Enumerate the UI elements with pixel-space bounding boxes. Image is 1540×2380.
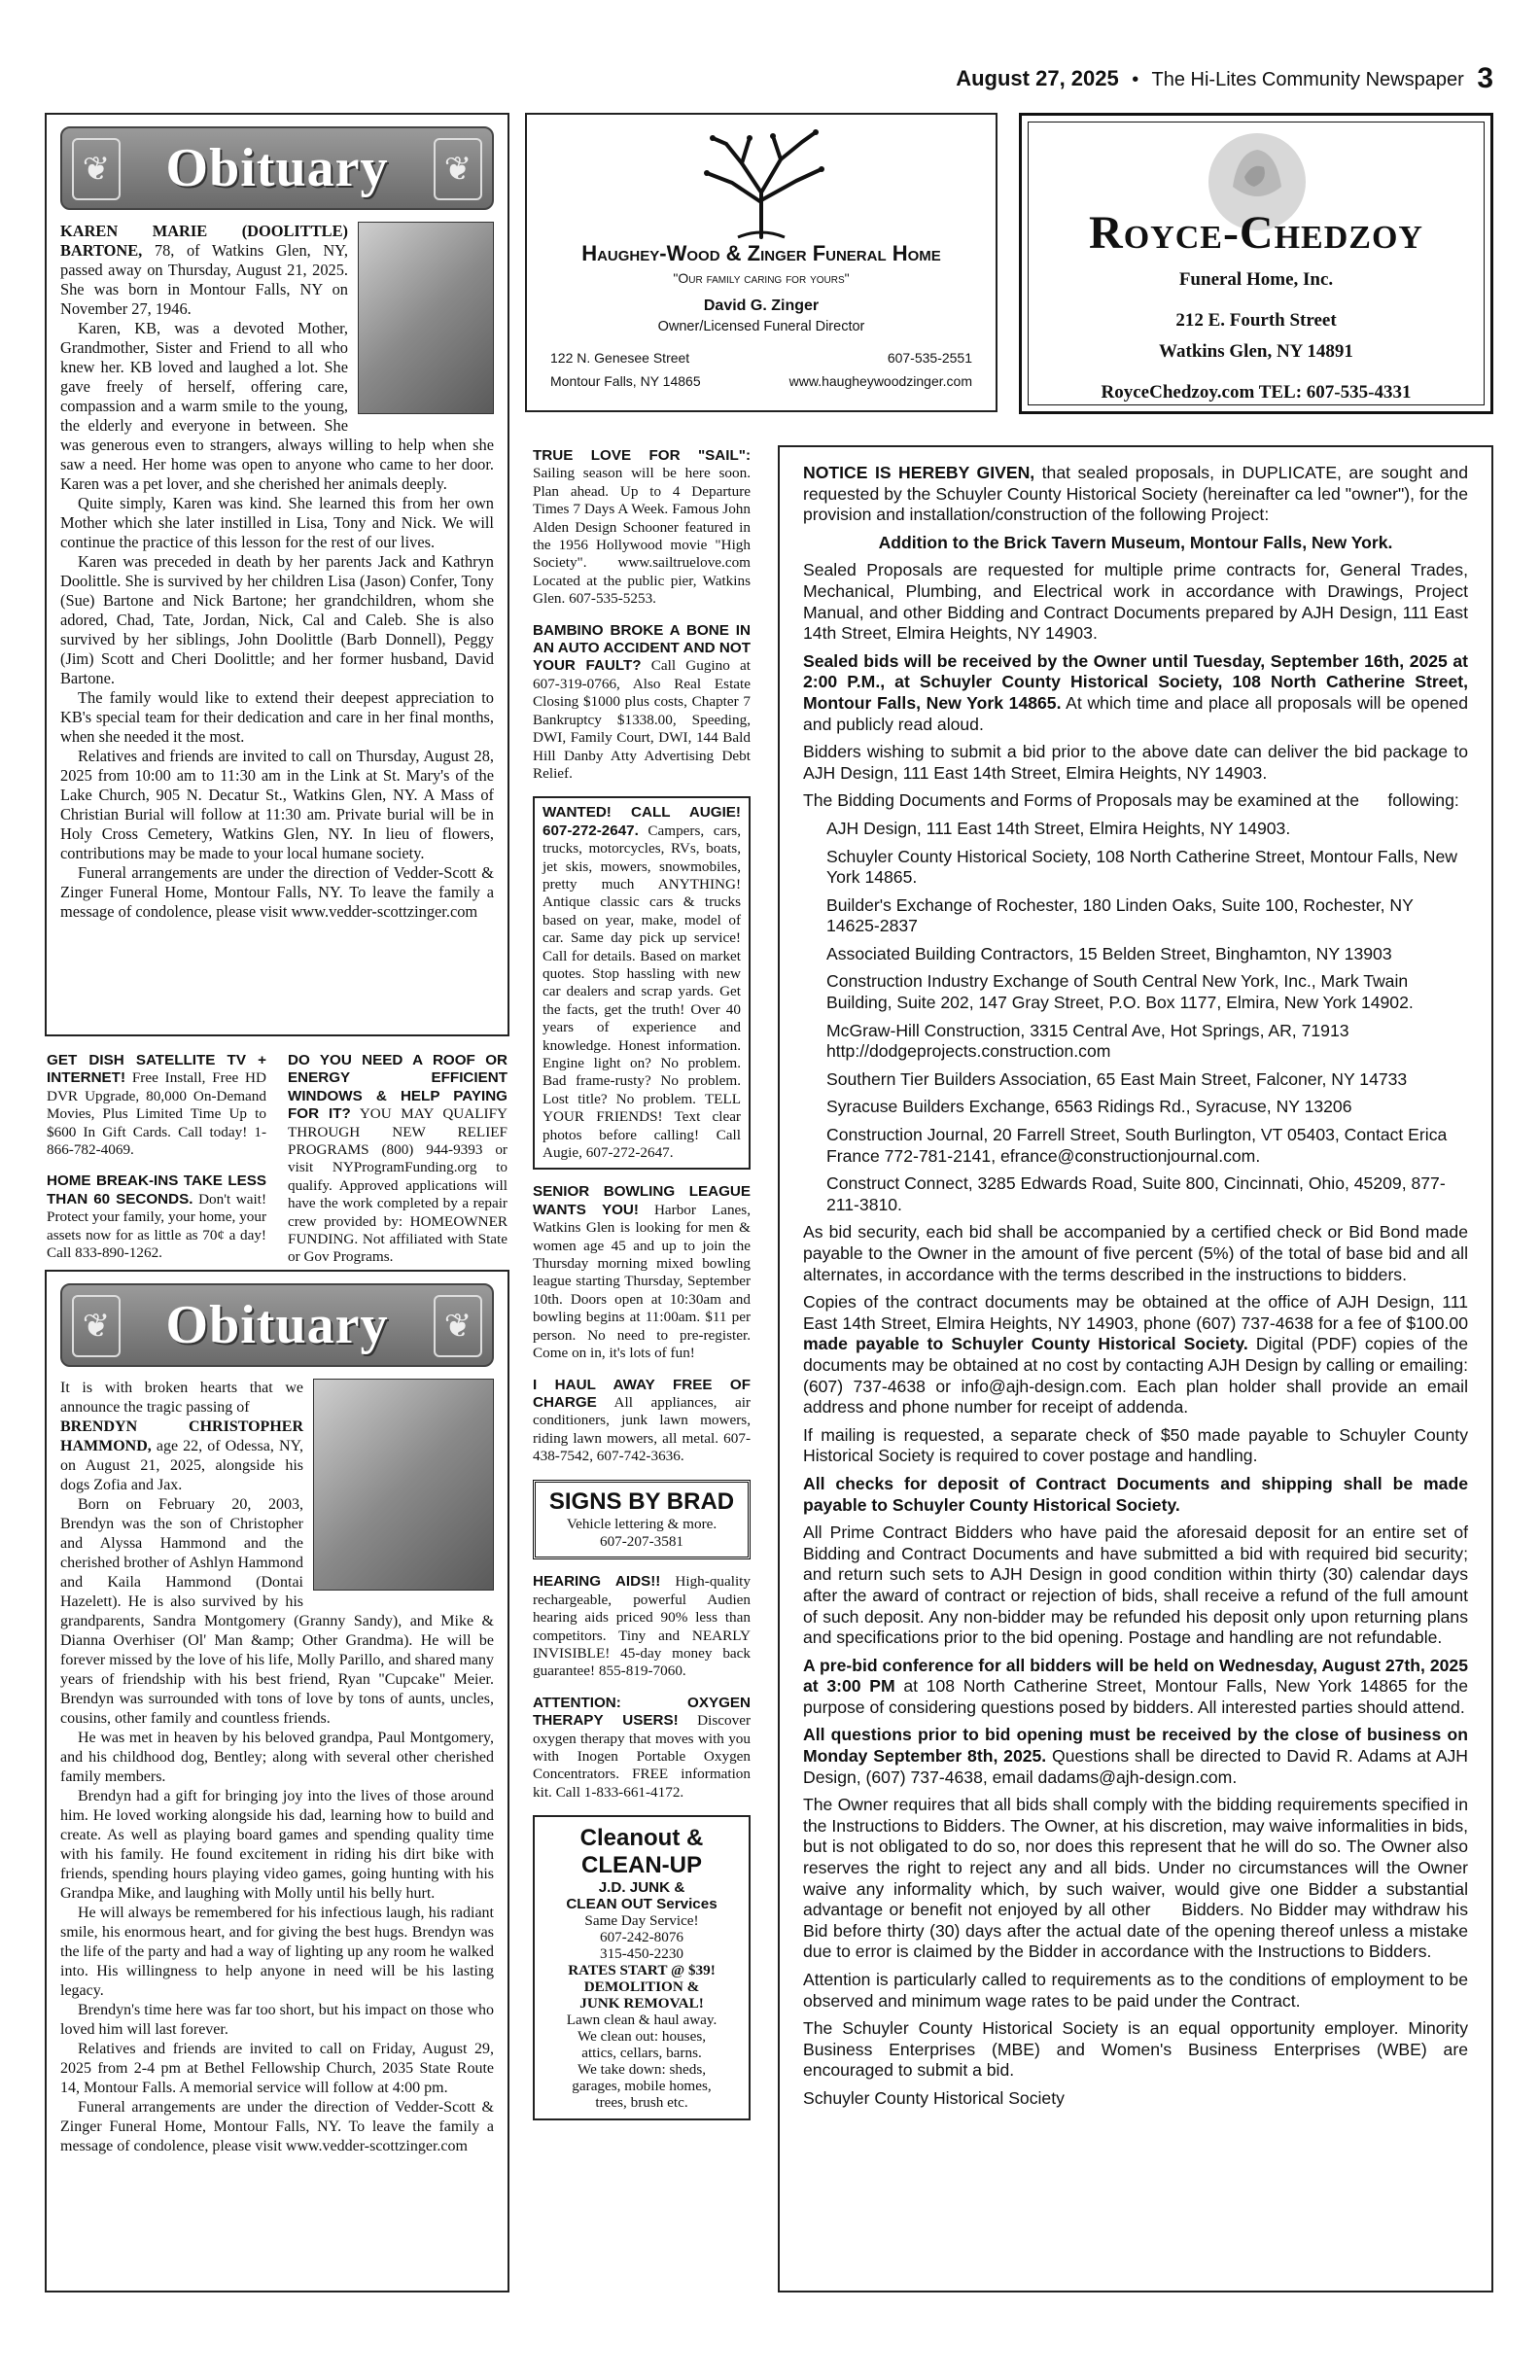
cleanout-sub: CLEAN OUT Services <box>566 1896 718 1913</box>
notice-paragraph: All Prime Contract Bidders who have paid the aforesaid deposit for an entire set of Bidding and Contract Documents and have submitted a bid with required bid security; and return such sets to AJH Design in good condition within thirty (30) calendar days after the award of contract or rejection of bids, shall receive a refund of the full amount of such deposit. Any non-bidder may be refunded his deposit only upon returning plans and specifications prior to the bid opening. Postage and handling are not refundable. <box>803 1522 1468 1648</box>
notice-bold: Sealed bids will be received by the Owner until Tuesday, September 16th, 2025 at 2:00 P.M., at Schuyler County Historical Society, 108 North Catherine Street, Montour Falls, New York 14865. <box>803 650 1468 713</box>
haughey-wood-funeral-home-ad <box>525 113 998 412</box>
notice-location: Southern Tier Builders Association, 65 East Main Street, Falconer, NY 14733 <box>826 1068 1408 1089</box>
notice-bold: A pre-bid conference for all bidders will be held on Wednesday, August 27th, 2025 at 3:00 PM <box>803 1655 1468 1697</box>
classified-headline: BAMBINO BROKE A BONE IN AN AUTO ACCIDENT AND NOT YOUR FAULT? <box>533 621 751 675</box>
royce-name: Royce-Chedzoy <box>1089 207 1423 259</box>
classified-headline: ATTENTION: OXYGEN THERAPY USERS! <box>533 1694 751 1730</box>
classified-headline: HEARING AIDS!! <box>533 1573 661 1591</box>
classified-body: Sailing season will be here soon. Plan ahead. Up to 4 Departure Times 7 Days A Week. Famous John Alden Design Schooner featured in the 1956 Hollywood movie "High Society". www.sailtruelove.com Located at the public pier, Watkins Glen. 607-535-5253. <box>533 465 751 608</box>
flower-ornament-icon: ❦ <box>72 138 121 200</box>
notice-text: that sealed proposals, in DUPLICATE, are sought and requested by the Schuyler County Historical Society (hereinafter ca led "owner"), for the provision and installation/construction of the following Project: <box>803 463 1468 525</box>
obituary-paragraph: Born on February 20, 2003, Brendyn was the son of Christopher and Alyssa Hammond and the cherished brother of Ashlyn Hammond and Kaila Hammond (Dontai Hazelett). He is also survived by his grandparents, Sandra Montgomery (Granny Sandy), and Mike & Dianna Overhiser (Ol' Man &amp; Other Grandma). He will be forever missed by the love of his life, Molly Parillo, and shared many years of friendship with his best friend, Ryan "Cupcake" Meier. Brendyn was surrounded with tons of love by tons of aunts, uncles, cousins, other family and countless friends. <box>60 1496 494 1727</box>
cleanout-line: garages, mobile homes, <box>572 2078 712 2095</box>
royce-inner-frame <box>1028 122 1485 405</box>
cleanout-line: attics, cellars, barns. <box>581 2045 702 2062</box>
notice-paragraph: Attention is particularly called to requirements as to the conditions of employment to be observed and minimum wage rates to be paid under the Contract. <box>803 1970 1468 2011</box>
notice-location: Associated Building Contractors, 15 Belden Street, Binghamton, NY 13903 <box>826 943 1392 963</box>
classified-headline: TRUE LOVE FOR "SAIL": <box>533 447 751 464</box>
notice-paragraph: If mailing is requested, a separate check of $50 made payable to Schuyler County Historical Society is required to cover postage and handling. <box>803 1424 1468 1466</box>
city-address: Montour Falls, NY 14865 <box>550 373 701 389</box>
classified-body: Free Install, Free HD DVR Upgrade, 80,000 On-Demand Movies, Plus Limited Time Up to $600 In Gift Cards. Call today! 1-866-782-4069. <box>47 1069 266 1159</box>
classified-column-mid <box>288 1052 508 1280</box>
notice-paragraph: The Bidding Documents and Forms of Proposals may be examined at the following: <box>803 790 1459 811</box>
notice-location: Construction Industry Exchange of South Central New York, Inc., Mark Twain Building, Suite 202, 147 Gray Street, P.O. Box 1177, Elmira, New York 14902. <box>826 971 1414 1013</box>
signs-title: SIGNS BY BRAD <box>548 1488 735 1515</box>
classified-ad <box>288 1052 508 1267</box>
notice-paragraph <box>803 651 1468 735</box>
obituary-paragraph: Brendyn had a gift for bringing joy into the lives of those around him. He loved working alongside his dad, learning how to build and create. As well as playing board games and spending quality time with his family. He found excitement in riding his dirt bike with friends, spending hours playing video games, going hunting with his Grandpa Mike, and laughing with Molly until his belly hurt. <box>60 1788 494 1902</box>
cleanout-line: Same Day Service! <box>584 1912 699 1930</box>
notice-signature: Schuyler County Historical Society <box>803 2087 1065 2108</box>
cleanout-bold-line: RATES START @ $39! <box>568 1962 716 1979</box>
website-link: www.haugheywoodzinger.com <box>788 373 972 389</box>
classified-ad <box>47 1172 266 1262</box>
notice-paragraph: As bid security, each bid shall be accompanied by a certified check or Bid Bond made payable to the Owner in the amount of five percent (5%) of the total of base bid and all alternates, in accordance with the terms described in the instructions to bidders. <box>803 1222 1468 1284</box>
obituary-karen-box <box>45 113 509 1036</box>
cleanout-title: CLEAN-UP <box>581 1852 702 1879</box>
notice-bold: made payable to Schuyler County Historical Society. <box>803 1334 1248 1354</box>
obituary-paragraph: Quite simply, Karen was kind. She learned this from her own Mother which she later instilled in Lisa, Tony and Nick. We will continue the practice of this lesson for the rest of our lives. <box>60 494 494 551</box>
paper-name: The Hi-Lites Community Newspaper <box>1151 69 1464 90</box>
obituary-karen-lead: 78, of Watkins Glen, NY, passed away on Thursday, August 21, 2025. She was born in Montour Falls, NY on November 27, 1946. <box>60 241 348 318</box>
address-row <box>550 350 972 366</box>
cleanout-line: trees, brush etc. <box>595 2094 688 2112</box>
cleanout-line: Lawn clean & haul away. <box>566 2012 718 2029</box>
page-number: 3 <box>1477 62 1493 94</box>
cleanout-sub: J.D. JUNK & <box>598 1879 685 1897</box>
notice-location: AJH Design, 111 East 14th Street, Elmira Heights, NY 14903. <box>826 818 1291 838</box>
obituary-paragraph: Brendyn's time here was far too short, but his impact on those who loved him will last forever. <box>60 2002 494 2038</box>
flower-ornament-icon: ❦ <box>434 138 482 200</box>
classified-body: High-quality rechargeable, powerful Audien hearing aids priced 90% less than competitors. Tiny and NEARLY INVISIBLE! 45-day money back guarantee! 855-819-7060. <box>533 1573 751 1680</box>
cleanout-bold-line: JUNK REMOVAL! <box>579 1995 704 2012</box>
classified-headline: DO YOU NEED A ROOF OR ENERGY EFFICIENT WINDOWS & HELP PAYING FOR IT? <box>288 1052 508 1123</box>
royce-chedzoy-funeral-home-ad <box>1019 113 1493 414</box>
obituary-paragraph: The family would like to extend their deepest appreciation to KB's special team for their dedication and care in her final months, when she needed it the most. <box>60 688 494 746</box>
notice-paragraph: The Schuyler County Historical Society is an equal opportunity employer. Minority Business Enterprises (MBE) and Women's Business Enterprises (WBE) are encouraged to submit a bid. <box>803 2018 1468 2081</box>
signs-by-brad-ad <box>533 1480 751 1560</box>
notice-location: Syracuse Builders Exchange, 6563 Ridings Rd., Syracuse, NY 13206 <box>826 1097 1352 1117</box>
portrait-photo-karen <box>358 222 494 414</box>
classified-column-left <box>47 1052 266 1276</box>
classified-headline: I HAUL AWAY FREE OF CHARGE <box>533 1376 751 1411</box>
royce-address: 212 E. Fourth Street <box>1175 310 1337 331</box>
notice-location: Schuyler County Historical Society, 108 North Catherine Street, Montour Falls, New York 14865. <box>826 846 1457 888</box>
royce-city: Watkins Glen, NY 14891 <box>1159 341 1353 362</box>
notice-bold: All questions prior to bid opening must be received by the close of business on Monday September 8th, 2025. <box>803 1725 1468 1767</box>
obituary-brendyn-lead: age 22, of Odessa, NY, on August 21, 2025, alongside his dogs Zofia and Jax. <box>60 1438 303 1493</box>
notice-location: Construction Journal, 20 Farrell Street, South Burlington, VT 05403, Contact Erica France 772-781-2141, efrance@constructionjournal.com. <box>826 1125 1448 1166</box>
classified-body: YOU MAY QUALIFY THROUGH NEW RELIEF PROGRAMS (800) 944-9393 or visit NYProgramFunding.org to qualify. Approved applications will have the work completed by a repair crew provided by: HOMEOWNER FUNDING. Not affiliated with State or Gov Programs. <box>288 1105 508 1266</box>
notice-location: McGraw-Hill Construction, 3315 Central Ave, Hot Springs, AR, 71913 http://dodgeprojects.construction.com <box>826 1020 1349 1062</box>
notice-text: Questions shall be directed to David R. Adams at AJH Design, (607) 737-4638, email dadams@ajh-design.com. <box>803 1746 1468 1787</box>
wanted-augie-ad <box>533 796 751 1170</box>
tree-logo-icon <box>683 124 839 239</box>
classified-body: Don't wait! Protect your family, your home, your assets now for as little as 70¢ a day! Call 833-890-1262. <box>47 1190 266 1262</box>
obituary-paragraph: He was met in heaven by his beloved grandpa, Paul Montgomery, and his childhood dog, Bentley; along with several other cherished family members. <box>60 1730 494 1785</box>
obituary-paragraph: He will always be remembered for his infectious laugh, his radiant smile, his enormous heart, and for giving the best hugs. Brendyn was the life of the party and had a way of lighting up any room he walked into. His willingness to help anyone in need will be his lasting legacy. <box>60 1905 494 1999</box>
notice-paragraph: Bidders wishing to submit a bid prior to the above date can deliver the bid package to AJH Design, 111 East 14th Street, Elmira Heights, NY 14903. <box>803 742 1468 783</box>
notice-location: Construct Connect, 3285 Edwards Road, Suite 800, Cincinnati, Ohio, 45209, 877-211-3810. <box>826 1173 1446 1214</box>
cleanout-line: 315-450-2230 <box>599 1945 684 1963</box>
flower-ornament-icon: ❦ <box>434 1295 482 1357</box>
obituary-paragraph: Relatives and friends are invited to call on Friday, August 29, 2025 from 2-4 pm at Bethel Fellowship Church, 2035 State Route 14, Montour Falls. A memorial service will follow at 4:00 pm. <box>60 2041 494 2096</box>
classified-body: Discover oxygen therapy that moves with you with Inogen Portable Oxygen Concentrators. FREE information kit. Call 1-833-661-4172. <box>533 1712 751 1801</box>
obituary-brendyn-text <box>60 1379 494 2156</box>
issue-date: August 27, 2025 <box>956 66 1119 90</box>
notice-paragraph <box>803 463 1468 526</box>
obituary-paragraph: Funeral arrangements are under the direction of Vedder-Scott & Zinger Funeral Home, Montour Falls, NY. To leave the family a message of condolence, please visit www.vedder-scottzinger.com <box>60 2099 494 2154</box>
classified-headline: WANTED! CALL AUGIE! 607-272-2647. <box>542 804 741 839</box>
flower-ornament-icon: ❦ <box>72 1295 121 1357</box>
obituary-brendyn-name: BRENDYN CHRISTOPHER HAMMOND, <box>60 1418 303 1454</box>
classified-ad <box>47 1052 266 1159</box>
royce-contact: RoyceChedzoy.com TEL: 607-535-4331 <box>1101 382 1412 402</box>
classified-headline: HOME BREAK-INS TAKE LESS THAN 60 SECONDS. <box>47 1172 266 1208</box>
obituary-brendyn-box <box>45 1270 509 2292</box>
notice-bold: NOTICE IS HEREBY GIVEN, <box>803 463 1035 482</box>
obituary-karen-text <box>60 222 494 922</box>
obituary-paragraph: Karen, KB, was a devoted Mother, Grandmother, Sister and Friend to all who knew her. KB loved and laughed a lot. She gave freely of herself, offering care, compassion and a warm smile to the young, the elderly and everyone in between. She was generous even to strangers, always willing to help when she saw a need. Her home was open to anyone who came to her door. Karen was a pet lover, and she cherished her animals deeply. <box>60 319 494 493</box>
obituary-paragraph: Relatives and friends are invited to call on Thursday, August 28, 2025 from 10:00 am to 11:30 am in the Link at St. Mary's of the Lake Church, 905 N. Decatur St., Watkins Glen, NY. A Mass of Christian Burial will follow at 11:30 am. Private burial will be in Holy Cross Cemetery, Watkins Glen, NY. In lieu of flowers, contributions may be made to your local humane society. <box>60 747 494 862</box>
obituary-title: Obituary <box>165 138 389 198</box>
classified-ad <box>533 622 751 784</box>
classified-ad <box>533 1695 751 1802</box>
classified-headline: SENIOR BOWLING LEAGUE WANTS YOU! <box>533 1183 751 1218</box>
signs-line: Vehicle lettering & more. <box>566 1515 718 1532</box>
classified-ad <box>533 1573 751 1680</box>
classified-headline: GET DISH SATELLITE TV + INTERNET! <box>47 1052 266 1087</box>
classified-ad <box>533 1183 751 1362</box>
notice-location: Builder's Exchange of Rochester, 180 Linden Oaks, Suite 100, Rochester, NY 14625-2837 <box>826 894 1414 936</box>
cleanout-line: We clean out: houses, <box>577 2028 707 2046</box>
portrait-photo-brendyn <box>313 1379 494 1591</box>
address-row <box>550 373 972 389</box>
notice-text: At which time and place all proposals will be opened and publicly read aloud. <box>803 692 1469 734</box>
page-header <box>956 62 1493 95</box>
notice-paragraph: Sealed Proposals are requested for multiple prime contracts for, General Trades, Mechanical, Plumbing, and Electrical work in accordance with Drawings, Project Manual, and other Bidding and Contract Documents prepared by AJH Design, 111 East 14th Street, Elmira Heights, NY 14903. <box>803 560 1468 644</box>
obituary-title: Obituary <box>165 1295 389 1355</box>
legal-notice-box <box>778 445 1493 2292</box>
phone-number: 607-535-2551 <box>887 350 972 366</box>
cleanout-ad <box>533 1815 751 2120</box>
royce-sub: Funeral Home, Inc. <box>1178 269 1334 290</box>
notice-text: Digital (PDF) copies of the documents may be obtained at no cost by contacting AJH Design by calling or emailing: (607) 737-4638 or info@ajh-design.com. Each plan holder shall provide an email address and phone number for receipt of addenda. <box>803 1334 1468 1418</box>
cleanout-line: We take down: sheds, <box>577 2061 707 2079</box>
notice-paragraph <box>803 1656 1468 1719</box>
obituary-paragraph: Funeral arrangements are under the direction of Vedder-Scott & Zinger Funeral Home, Montour Falls, NY. To leave the family a message of condolence, please visit www.vedder-scottzinger.com <box>60 863 494 921</box>
obituary-paragraph: Karen was preceded in death by her parents Jack and Kathryn Doolittle. She is survived by her children Lisa (Jason) Confer, Tony (Sue) Bartone and Nick Bartone; her grandchildren, whom she adored, Chad, Tate, Jordan, Nick, Cal and Caleb. She is also survived by her siblings, John Doolittle (Barb Donnell), Peggy (Jim) Scott and Cheri Doolittle; and her former husband, David Bartone. <box>60 552 494 687</box>
notice-paragraph <box>803 1725 1468 1788</box>
funeral-home-tagline: "Our family caring for yours" <box>673 270 850 286</box>
notice-text: at 108 North Catherine Street, Montour Falls, New York 14865 for the purpose of considering questions posed by bidders. All interested parties should attend. <box>803 1676 1469 1717</box>
director-name: David G. Zinger <box>703 298 820 314</box>
obituary-intro: It is with broken hearts that we announce the tragic passing of <box>60 1380 303 1416</box>
classified-body: Call Gugino at 607-319-0766, Also Real Estate Closing $1000 plus costs, Chapter 7 Bankruptcy $1338.00, Speeding, DWI, Family Court, DWI, 144 Bald Hill Danby Atty Advertising Debt Relief. <box>533 657 751 782</box>
notice-text: Copies of the contract documents may be obtained at the office of AJH Design, 111 East 14th Street, Elmira Heights, NY 14903, phone (607) 737-4638 for a fee of $100.00 <box>803 1292 1468 1333</box>
header-bullet: • <box>1132 69 1139 90</box>
notice-paragraph: All checks for deposit of Contract Documents and shipping shall be made payable to Schuyler County Historical Society. <box>803 1473 1468 1515</box>
classified-body: All appliances, air conditioners, junk lawn mowers, riding lawn mowers, all metal. 607-438-7542, 607-742-3636. <box>533 1393 751 1465</box>
cleanout-line: 607-242-8076 <box>599 1929 684 1946</box>
cleanout-title: Cleanout & <box>579 1825 704 1852</box>
notice-paragraph: The Owner requires that all bids shall comply with the bidding requirements specified in the Instructions to Bidders. The Owner, at his discretion, may waive informalities in bids, but is not obligated to do so, nor does this represent that he will do so. The Owner also reserves the right to reject any and all bids. Under no circumstances will the Owner waive any informality which, by such waiver, would give one Bidder a substantial advantage or benefit not enjoyed by all other Bidders. No Bidder may withdraw his Bid before thirty (30) days after the actual date of the opening thereof unless a mistake due to error is claimed by the Bidder in accordance with the Instructions to Bidders. <box>803 1795 1473 1962</box>
notice-paragraph <box>803 1292 1468 1418</box>
obituary-banner <box>60 1283 494 1367</box>
obituary-banner <box>60 126 494 210</box>
classified-column-3 <box>533 447 751 2120</box>
funeral-home-name: Haughey-Wood & Zinger Funeral Home <box>581 241 941 265</box>
classified-ad <box>533 447 751 609</box>
classified-body: Harbor Lanes, Watkins Glen is looking for men & women age 45 and up to join the Thursday morning mixed bowling league starting Thursday, September 10th. Doors open at 10:30am and bowling begins at 11:00am. $11 per person. No need to pre-register. Come on in, it's lots of fun! <box>533 1201 751 1362</box>
classified-ad <box>533 1377 751 1466</box>
classified-body: Campers, cars, trucks, motorcycles, RVs, boats, jet skis, mowers, snowmobiles, pretty much ANYTHING! Antique classic cars & trucks based on year, make, model of car. Same day pick up service! Call for details. Based on market quotes. Stop hassling with new car dealers and scrap yards. Get the facts, get the truth! Over 40 years of experience and knowledge. Honest information. Engine light on? No problem. Bad frame-rusty? No problem. Lost title? No problem. TELL YOUR FRIENDS! Text clear photos before calling! Call Augie, 607-272-2647. <box>542 822 741 1162</box>
director-role: Owner/Licensed Funeral Director <box>657 319 865 334</box>
street-address: 122 N. Genesee Street <box>550 350 690 366</box>
cleanout-bold-line: DEMOLITION & <box>583 1978 700 1996</box>
notice-project: Addition to the Brick Tavern Museum, Montour Falls, New York. <box>878 532 1393 552</box>
obituary-karen-name: KAREN MARIE (DOOLITTLE) BARTONE, <box>60 222 348 260</box>
signs-phone: 607-207-3581 <box>599 1532 684 1550</box>
